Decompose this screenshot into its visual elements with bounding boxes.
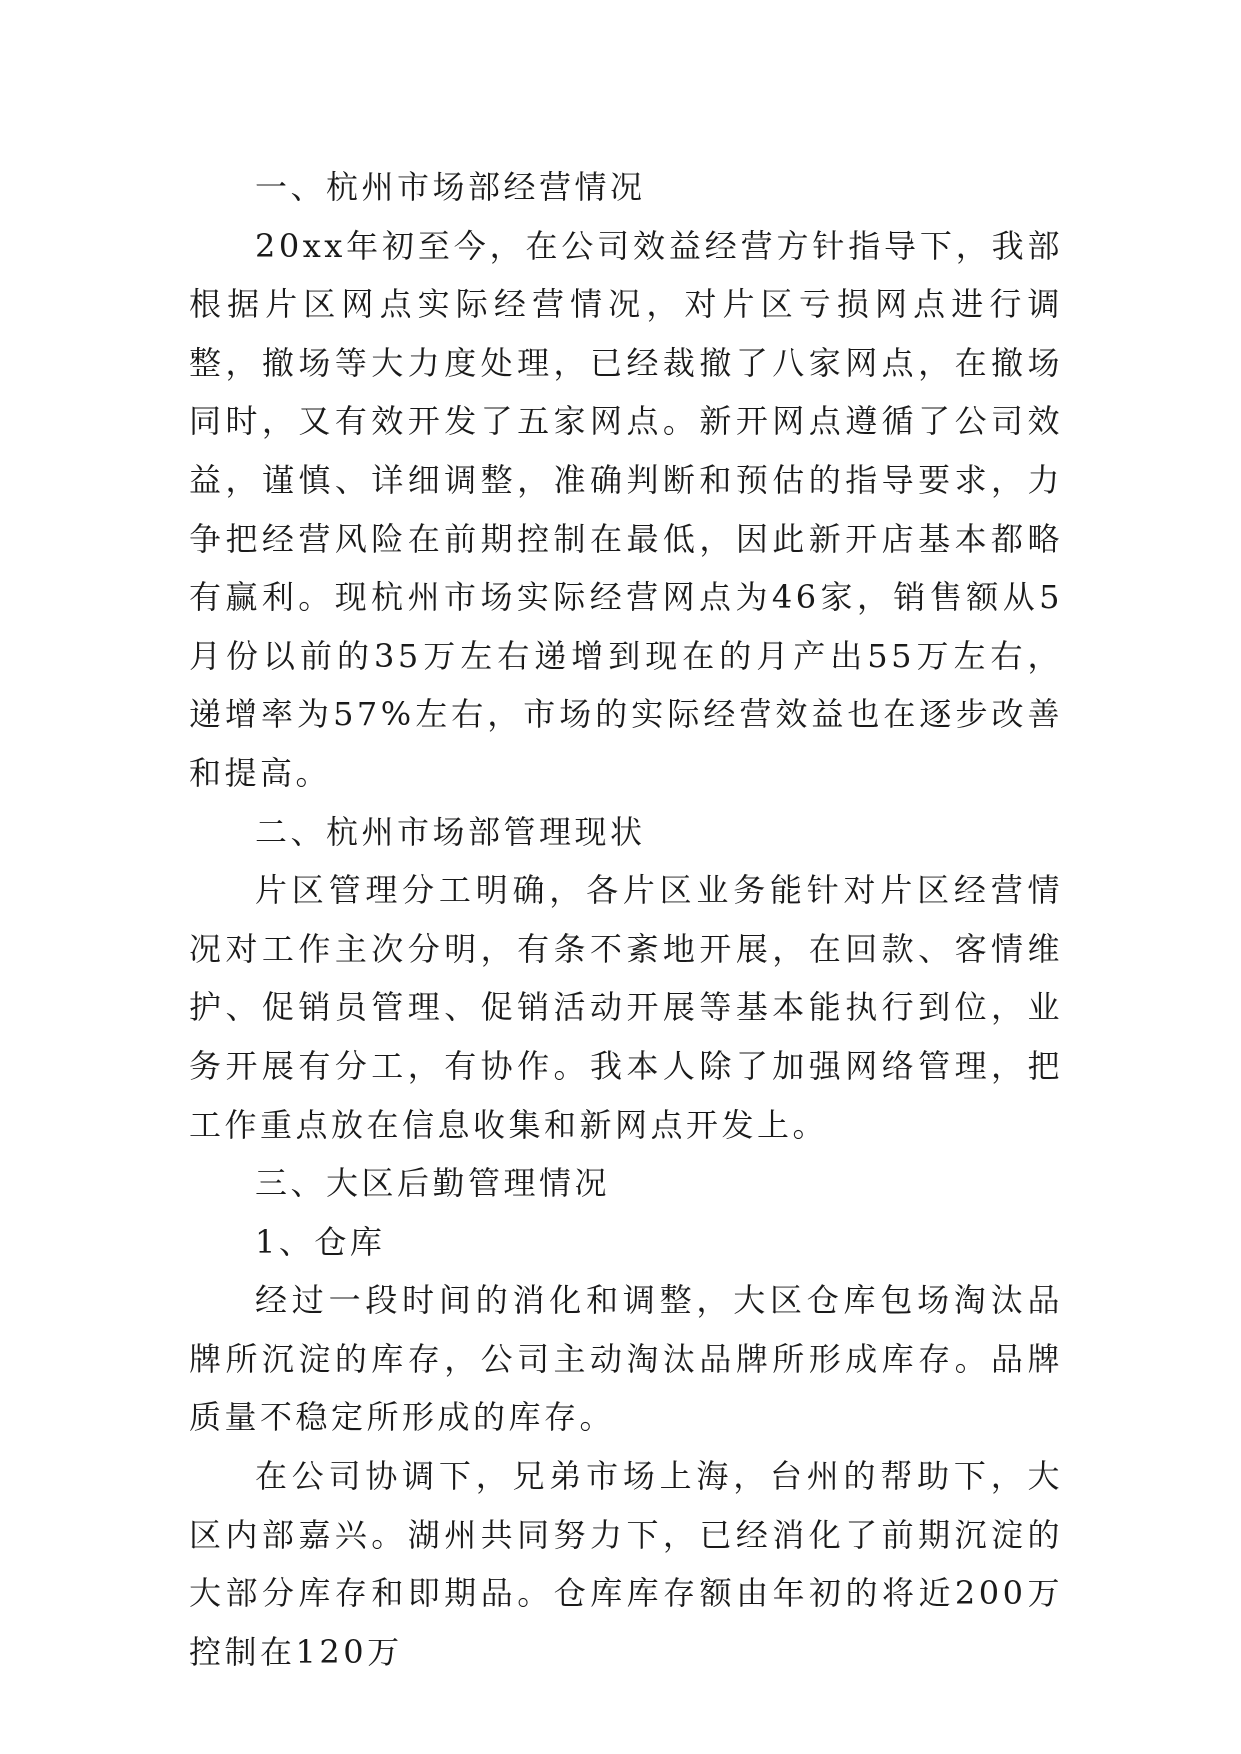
paragraph-management-status: 片区管理分工明确，各片区业务能针对片区经营情况对工作主次分明，有条不紊地开展，在回款、客情维护、促销员管理、促销活动开展等基本能执行到位，业务开展有分工，有协作。我本人除了加强网络管理，把工作重点放在信息收集和新网点开发上。	[189, 871, 1063, 1144]
section-heading-hangzhou-management: 二、杭州市场部管理现状	[255, 812, 646, 851]
subsection-heading-warehouse: 1、仓库	[255, 1222, 386, 1261]
section-heading-hangzhou-operations: 一、杭州市场部经营情况	[255, 168, 646, 206]
paragraph-warehouse-inventory: 经过一段时间的消化和调整，大区仓库包场淘汰品牌所沉淀的库存，公司主动淘汰品牌所形成库存。品牌质量不稳定所形成的库存。	[189, 1281, 1063, 1437]
paragraph-operations-summary: 20xx年初至今，在公司效益经营方针指导下，我部根据片区网点实际经营情况，对片区亏损网点进行调整，撤场等大力度处理，已经裁撤了八家网点，在撤场同时，又有效开发了五家网点。新开网点遵循了公司效益，谨慎、详细调整，准确判断和预估的指导要求，力争把经营风险在前期控制在最低，因此新开店基本都略有赢利。现杭州市场实际经营网点为46家，销售额从5月份以前的35万左右递增到现在的月产出55万左右，递增率为57%左右，市场的实际经营效益也在逐步改善和提高。	[189, 226, 1063, 792]
document-body	[189, 158, 1063, 1681]
section-heading-logistics: 三、大区后勤管理情况	[255, 1164, 611, 1203]
paragraph-inventory-reduction: 在公司协调下，兄弟市场上海，台州的帮助下，大区内部嘉兴。湖州共同努力下，已经消化了前期沉淀的大部分库存和即期品。仓库库存额由年初的将近200万控制在120万	[189, 1457, 1063, 1671]
